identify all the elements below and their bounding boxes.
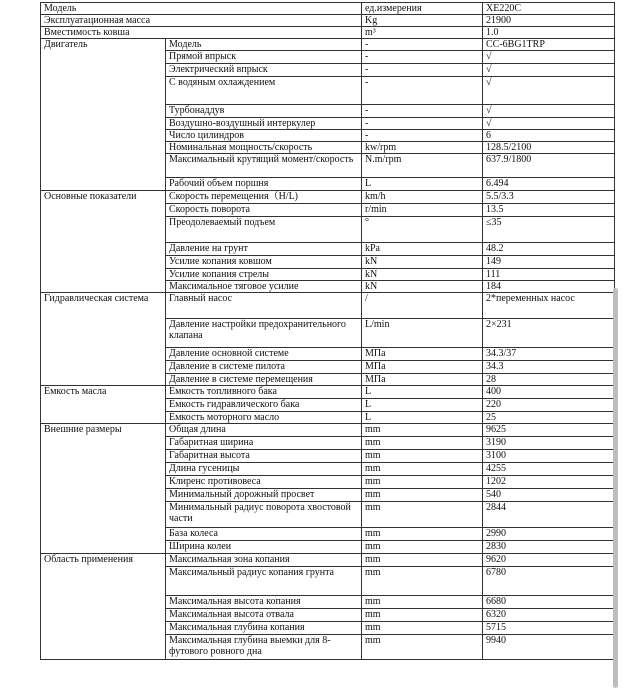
unit-cell: mm bbox=[362, 596, 483, 609]
unit-cell: - bbox=[362, 39, 483, 51]
header-unit-cell: ед.измерения bbox=[362, 3, 483, 15]
table-row bbox=[41, 39, 615, 51]
unit-cell: - bbox=[362, 105, 483, 118]
value-cell: 9620 bbox=[483, 554, 615, 567]
general-param-cell: Эксплуатационная масса bbox=[41, 15, 362, 27]
unit-cell: mm bbox=[362, 424, 483, 437]
unit-cell: L bbox=[362, 386, 483, 399]
unit-cell: mm bbox=[362, 541, 483, 554]
table-header-row bbox=[41, 3, 615, 15]
value-cell: 5.5/3.3 bbox=[483, 191, 615, 204]
value-cell: √ bbox=[483, 77, 615, 105]
unit-cell: kw/rpm bbox=[362, 142, 483, 154]
value-cell: 6 bbox=[483, 130, 615, 142]
unit-cell: МПа bbox=[362, 361, 483, 374]
value-cell: 6320 bbox=[483, 609, 615, 622]
header-model-cell: Модель bbox=[41, 3, 362, 15]
unit-cell: mm bbox=[362, 450, 483, 463]
value-cell: 6.494 bbox=[483, 178, 615, 191]
unit-cell: Kg bbox=[362, 15, 483, 27]
unit-cell: mm bbox=[362, 489, 483, 502]
spec-table bbox=[40, 2, 615, 660]
param-cell: Скорость перемещения（H/L) bbox=[166, 191, 362, 204]
value-cell: 21900 bbox=[483, 15, 615, 27]
value-cell: CC-6BG1TRP bbox=[483, 39, 615, 51]
unit-cell: mm bbox=[362, 567, 483, 596]
value-cell: 220 bbox=[483, 399, 615, 412]
param-cell: Преодолеваемый подъем bbox=[166, 217, 362, 243]
param-cell: Минимальный радиус поворота хвостовой части bbox=[166, 502, 362, 528]
param-cell: Давление основной системе bbox=[166, 348, 362, 361]
param-cell: Номинальная мощность/скорость bbox=[166, 142, 362, 154]
group-name-cell: Гидравлическая система bbox=[41, 293, 166, 386]
unit-cell: МПа bbox=[362, 374, 483, 386]
unit-cell: - bbox=[362, 51, 483, 64]
unit-cell: mm bbox=[362, 502, 483, 528]
param-cell: Длина гусеницы bbox=[166, 463, 362, 476]
value-cell: 6780 bbox=[483, 567, 615, 596]
param-cell: Усилие копания ковшом bbox=[166, 256, 362, 269]
value-cell: 637.9/1800 bbox=[483, 154, 615, 178]
value-cell: 4255 bbox=[483, 463, 615, 476]
value-cell: 13.5 bbox=[483, 204, 615, 217]
table-row bbox=[41, 191, 615, 204]
unit-cell: kN bbox=[362, 281, 483, 293]
header-value-cell: XE220C bbox=[483, 3, 615, 15]
unit-cell: kPa bbox=[362, 243, 483, 256]
unit-cell: mm bbox=[362, 463, 483, 476]
group-name-cell: Двигатель bbox=[41, 39, 166, 191]
param-cell: Максимальная зона копания bbox=[166, 554, 362, 567]
unit-cell: kN bbox=[362, 256, 483, 269]
param-cell: Рабочий объем поршня bbox=[166, 178, 362, 191]
value-cell: 34.3/37 bbox=[483, 348, 615, 361]
general-row bbox=[41, 15, 615, 27]
value-cell: 34.3 bbox=[483, 361, 615, 374]
param-cell: Ширина колеи bbox=[166, 541, 362, 554]
unit-cell: - bbox=[362, 77, 483, 105]
param-cell: Давление в системе пилота bbox=[166, 361, 362, 374]
param-cell: Число цилиндров bbox=[166, 130, 362, 142]
vertical-scrollbar[interactable] bbox=[613, 288, 618, 688]
unit-cell: - bbox=[362, 130, 483, 142]
value-cell: 9940 bbox=[483, 635, 615, 660]
param-cell: Максимальная высота отвала bbox=[166, 609, 362, 622]
general-row bbox=[41, 27, 615, 39]
param-cell: Общая длина bbox=[166, 424, 362, 437]
value-cell: 28 bbox=[483, 374, 615, 386]
unit-cell: N.m/rpm bbox=[362, 154, 483, 178]
param-cell: Усилие копания стрелы bbox=[166, 269, 362, 281]
value-cell: √ bbox=[483, 118, 615, 130]
value-cell: 128.5/2100 bbox=[483, 142, 615, 154]
unit-cell: - bbox=[362, 64, 483, 77]
unit-cell: km/h bbox=[362, 191, 483, 204]
param-cell: Емкость моторного масло bbox=[166, 412, 362, 424]
value-cell: 1202 bbox=[483, 476, 615, 489]
group-name-cell: Емкость масла bbox=[41, 386, 166, 424]
param-cell: Модель bbox=[166, 39, 362, 51]
value-cell: 2844 bbox=[483, 502, 615, 528]
value-cell: 400 bbox=[483, 386, 615, 399]
unit-cell: mm bbox=[362, 554, 483, 567]
value-cell: 25 bbox=[483, 412, 615, 424]
value-cell: 9625 bbox=[483, 424, 615, 437]
unit-cell: ° bbox=[362, 217, 483, 243]
unit-cell: mm bbox=[362, 528, 483, 541]
param-cell: Максимальный радиус копания грунта bbox=[166, 567, 362, 596]
unit-cell: mm bbox=[362, 622, 483, 635]
param-cell: Габаритная ширина bbox=[166, 437, 362, 450]
unit-cell: L bbox=[362, 178, 483, 191]
table-row bbox=[41, 424, 615, 437]
value-cell: 3190 bbox=[483, 437, 615, 450]
unit-cell: / bbox=[362, 293, 483, 319]
value-cell: 1.0 bbox=[483, 27, 615, 39]
param-cell: Максимальный крутящий момент/скорость bbox=[166, 154, 362, 178]
unit-cell: mm bbox=[362, 476, 483, 489]
param-cell: Давление на грунт bbox=[166, 243, 362, 256]
param-cell: Клиренс противовеса bbox=[166, 476, 362, 489]
unit-cell: kN bbox=[362, 269, 483, 281]
general-param-cell: Вместимость ковша bbox=[41, 27, 362, 39]
value-cell: ≤35 bbox=[483, 217, 615, 243]
param-cell: База колеса bbox=[166, 528, 362, 541]
param-cell: Давление настройки предохранительного клапана bbox=[166, 319, 362, 348]
table-row bbox=[41, 293, 615, 319]
group-name-cell: Основные показатели bbox=[41, 191, 166, 293]
param-cell: Максимальная глубина копания bbox=[166, 622, 362, 635]
value-cell: 184 bbox=[483, 281, 615, 293]
param-cell: Турбонаддув bbox=[166, 105, 362, 118]
param-cell: Емкость гидравлического бака bbox=[166, 399, 362, 412]
value-cell: 5715 bbox=[483, 622, 615, 635]
param-cell: Емкость топливного бака bbox=[166, 386, 362, 399]
param-cell: Главный насос bbox=[166, 293, 362, 319]
param-cell: Максимальная глубина выемки для 8-футового ровного дна bbox=[166, 635, 362, 660]
param-cell: Минимальный дорожный просвет bbox=[166, 489, 362, 502]
group-name-cell: Внешние размеры bbox=[41, 424, 166, 554]
unit-cell: m³ bbox=[362, 27, 483, 39]
param-cell: Скорость поворота bbox=[166, 204, 362, 217]
param-cell: Прямой впрыск bbox=[166, 51, 362, 64]
param-cell: Давление в системе перемещения bbox=[166, 374, 362, 386]
value-cell: 3100 bbox=[483, 450, 615, 463]
unit-cell: mm bbox=[362, 635, 483, 660]
value-cell: 48.2 bbox=[483, 243, 615, 256]
value-cell: √ bbox=[483, 51, 615, 64]
unit-cell: L bbox=[362, 412, 483, 424]
param-cell: С водяным охлаждением bbox=[166, 77, 362, 105]
value-cell: √ bbox=[483, 105, 615, 118]
unit-cell: mm bbox=[362, 609, 483, 622]
param-cell: Максимальное тяговое усилие bbox=[166, 281, 362, 293]
unit-cell: L/min bbox=[362, 319, 483, 348]
value-cell: 540 bbox=[483, 489, 615, 502]
unit-cell: L bbox=[362, 399, 483, 412]
value-cell: √ bbox=[483, 64, 615, 77]
value-cell: 2×231 bbox=[483, 319, 615, 348]
group-name-cell: Область применения bbox=[41, 554, 166, 660]
value-cell: 6680 bbox=[483, 596, 615, 609]
value-cell: 111 bbox=[483, 269, 615, 281]
value-cell: 2*переменных насос bbox=[483, 293, 615, 319]
param-cell: Воздушно-воздушный интеркулер bbox=[166, 118, 362, 130]
value-cell: 2830 bbox=[483, 541, 615, 554]
unit-cell: МПа bbox=[362, 348, 483, 361]
unit-cell: r/min bbox=[362, 204, 483, 217]
param-cell: Максимальная высота копания bbox=[166, 596, 362, 609]
table-row bbox=[41, 386, 615, 399]
param-cell: Электрический впрыск bbox=[166, 64, 362, 77]
value-cell: 149 bbox=[483, 256, 615, 269]
unit-cell: - bbox=[362, 118, 483, 130]
param-cell: Габаритная высота bbox=[166, 450, 362, 463]
value-cell: 2990 bbox=[483, 528, 615, 541]
unit-cell: mm bbox=[362, 437, 483, 450]
table-row bbox=[41, 554, 615, 567]
